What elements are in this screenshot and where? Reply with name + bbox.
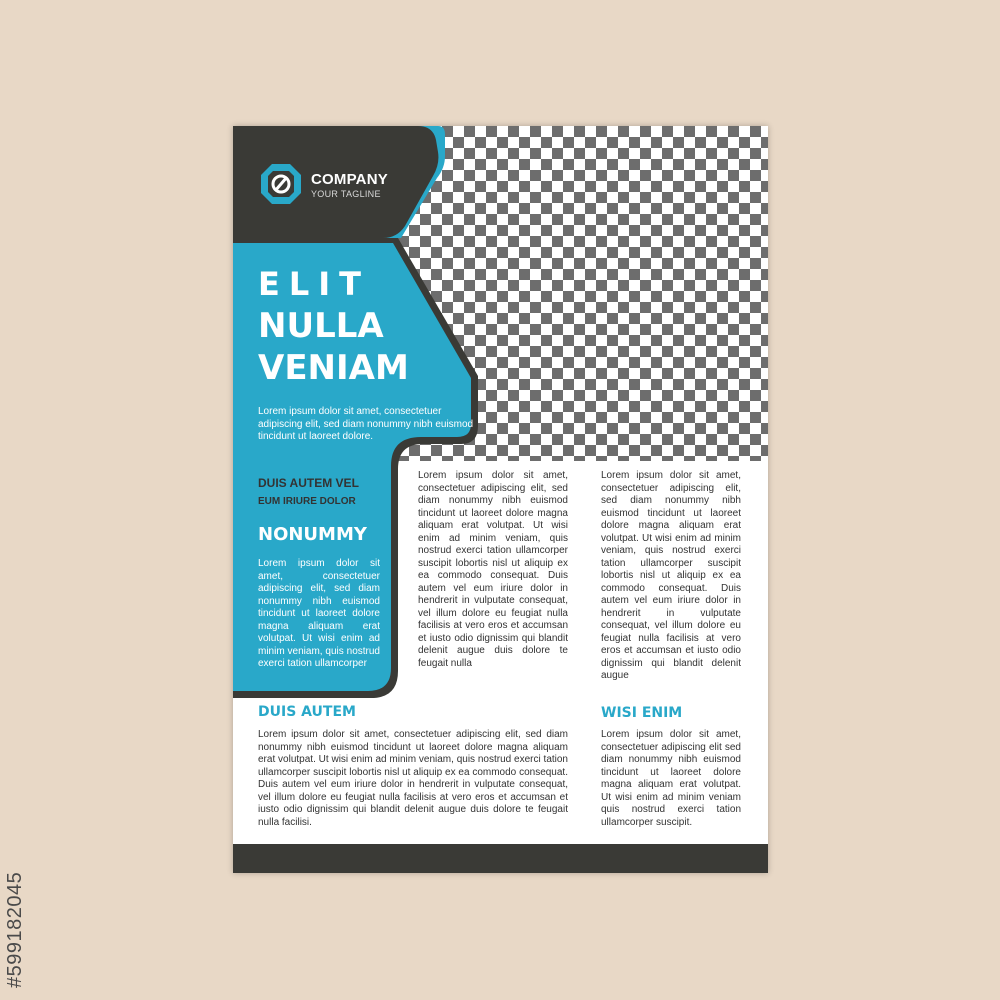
- side-text: Lorem ipsum dolor sit amet, consectetuer adipiscing elit, sed diam nonummy nibh euismod tincidunt ut laoreet dolore magna aliquam erat volutpat. Ut wisi enim ad minim veniam, quis nostrud exerci tation ullamcorper: [258, 558, 380, 669]
- side-heading: NONUMMY: [258, 524, 367, 545]
- flyer: [233, 126, 768, 873]
- headline-line-3: VENIAM: [258, 348, 409, 388]
- body-column-1: Lorem ipsum dolor sit amet, consectetuer adipiscing elit, sed diam nonummy nibh euismod tincidunt ut laoreet dolore magna aliquam erat volutpat. Ut wisi enim ad minim veniam, quis nostrud exerci tation ullamcorper suscipit lobortis nisl ut aliquip ex ea commodo consequat. Duis autem vel eum iriure dolor in hendrerit in vulputate consequat, vel illum dolore eu feugiat nulla facilisis at vero eros et accumsan et iusto odio dignissim qui blandit delenit augue duis dolore te feugait nulla: [418, 470, 568, 669]
- headline-line-1: ELIT: [258, 265, 370, 303]
- company-name: COMPANY: [311, 171, 388, 188]
- body-column-2: Lorem ipsum dolor sit amet, consectetuer adipiscing elit, sed diam nonummy nibh euismod tincidunt ut laoreet dolore magna aliquam erat volutpat. Ut wisi enim ad minim veniam, quis nostrud exerci tation ullamcorper suscipit lobortis nisl ut aliquip ex ea commodo consequat. Duis autem vel eum iriure dolor in hendrerit in vulputate consequat, vel illum dolore eu feugiat nulla facilisis at vero eros et accumsan et iusto odio dignissim qui blandit delenit augue: [601, 470, 741, 681]
- side-subheading-2: EUM IRIURE DOLOR: [258, 496, 356, 507]
- hero-intro: Lorem ipsum dolor sit amet, consectetuer adipiscing elit, sed diam nonummy nibh euismod tincidunt ut laoreet dolore.: [258, 406, 474, 442]
- stock-id: #599182045: [4, 871, 26, 988]
- bottom-text-right: Lorem ipsum dolor sit amet, consectetuer adipiscing elit sed diam nonummy nibh euismod tincidunt ut laoreet dolore magna aliquam erat volutpat. Ut wisi enim ad minim veniam quis nostrud exerci tation ullamcorper suscipit.: [601, 729, 741, 828]
- side-subheading-1: DUIS AUTEM VEL: [258, 476, 359, 490]
- footer-bar: [233, 844, 768, 873]
- headline-line-2: NULLA: [258, 306, 384, 346]
- bottom-heading-right: WISI ENIM: [601, 705, 683, 721]
- bottom-heading-left: DUIS AUTEM: [258, 704, 356, 720]
- company-tagline: YOUR TAGLINE: [311, 189, 381, 199]
- octagon-emblem-icon: [259, 162, 303, 206]
- bottom-text-left: Lorem ipsum dolor sit amet, consectetuer adipiscing elit, sed diam nonummy nibh euismod tincidunt ut laoreet dolore magna aliquam erat volutpat. Ut wisi enim ad minim veniam, quis nostrud exerci tation ullamcorper suscipit lobortis nisl ut aliquip ex ea commodo consequat. Duis autem vel eum iriure dolor in hendrerit in vulputate consequat, vel illum dolore eu feugiat nulla facilisis at vero eros et accumsan et iusto odio dignissim qui blandit delenit augue duis dolore te feugait nulla facilisi.: [258, 729, 568, 828]
